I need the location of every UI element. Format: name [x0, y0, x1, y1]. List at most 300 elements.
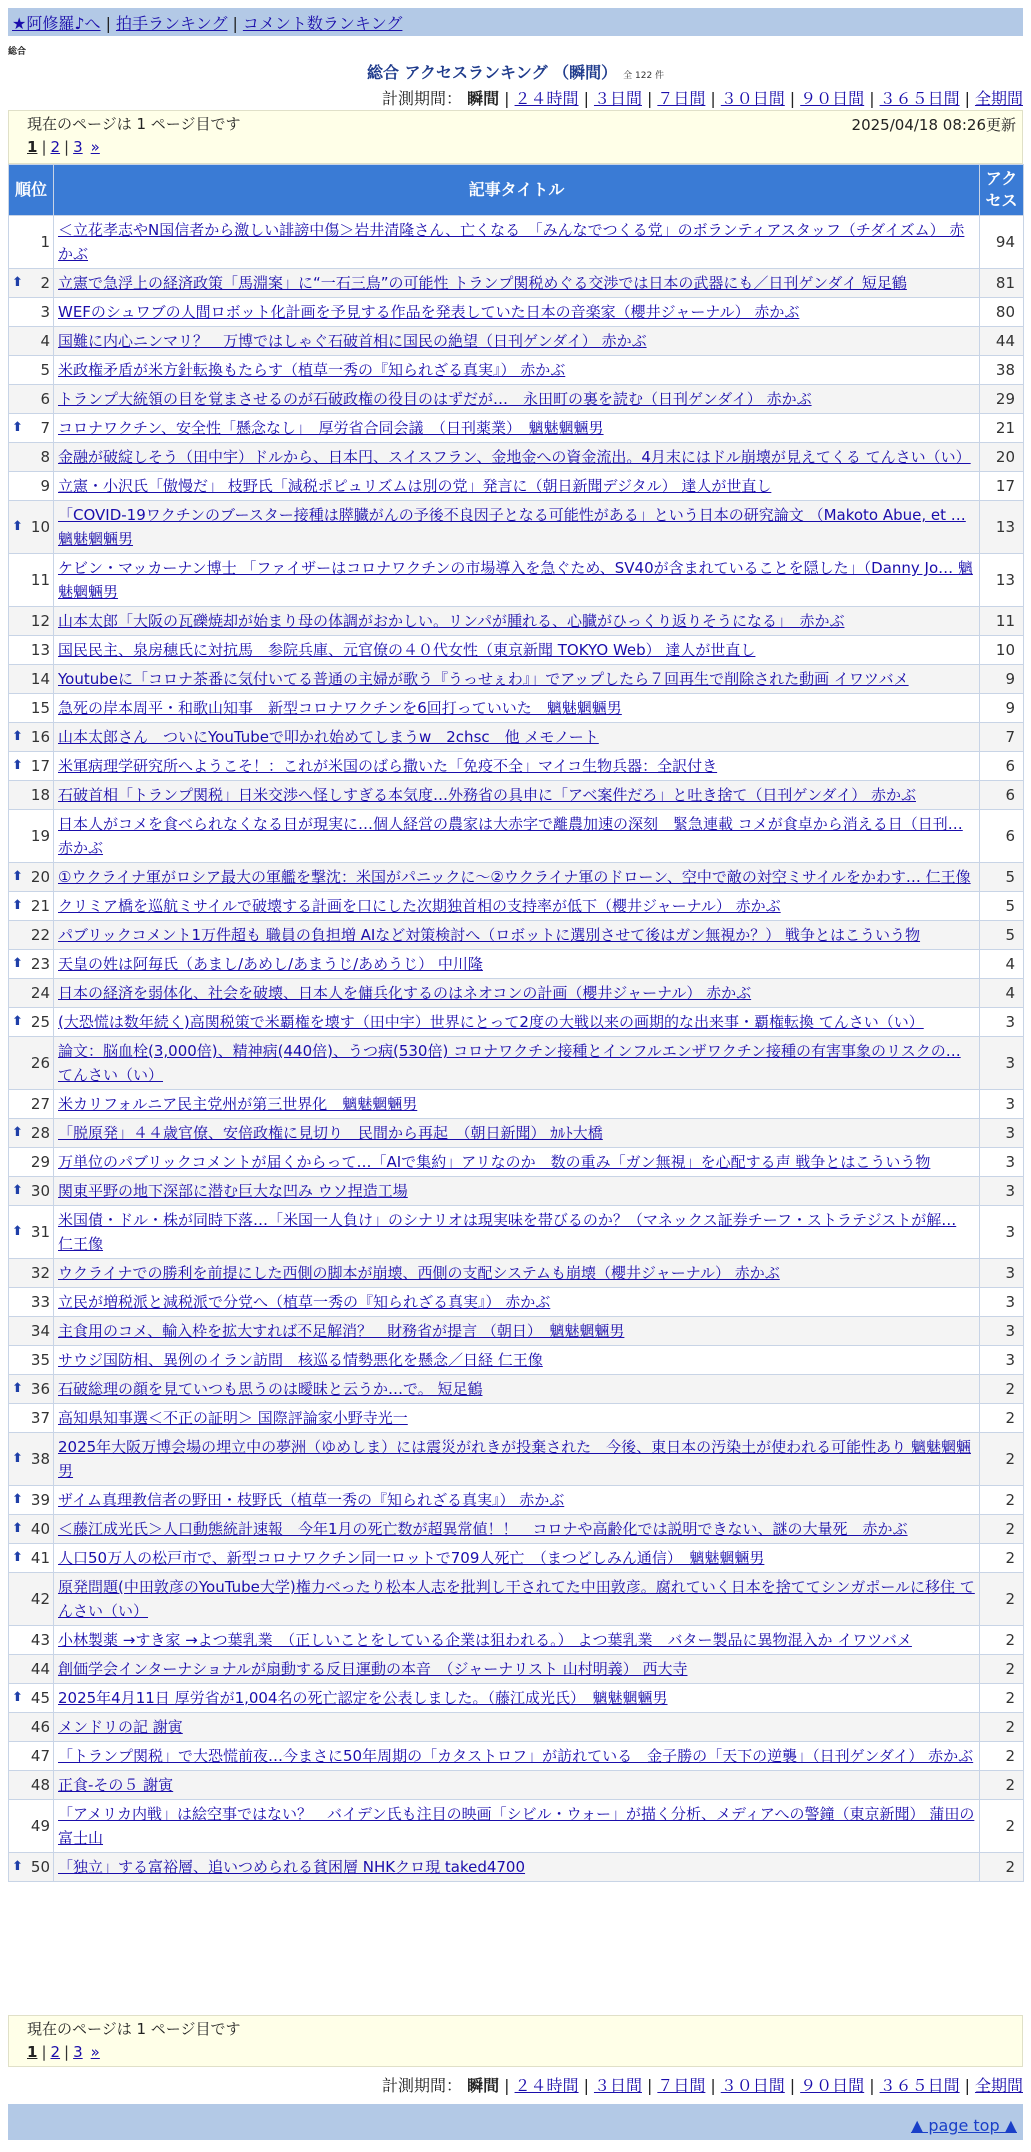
access-count: 3: [980, 1119, 1024, 1148]
period-label-bottom: 計測期間：: [382, 2076, 463, 2095]
table-row: [9, 216, 1024, 269]
paging-bottom: [8, 2015, 1023, 2067]
period-link-7d[interactable]: ７日間: [657, 89, 706, 108]
article-link[interactable]: 立憲で急浮上の経済政策「馬淵案」に“一石三鳥”の可能性 トランプ関税めぐる交渉では日本の武器にも／日刊ゲンダイ 短足鶴: [58, 274, 907, 292]
clap-ranking-link[interactable]: 拍手ランキング: [115, 14, 228, 33]
article-link[interactable]: 立民が増税派と減税派で分党へ（植草一秀の『知られざる真実』） 赤かぶ: [58, 1293, 551, 1311]
table-row: [9, 1433, 1024, 1486]
col-title-header: 記事タイトル: [54, 165, 980, 216]
title-cell: [54, 1037, 980, 1090]
article-link[interactable]: 天皇の姓は阿毎氏（あまし/あめし/あまうじ/あめうじ） 中川隆: [58, 955, 483, 973]
rank-up-arrow-icon: ⬆: [12, 1859, 23, 1874]
rank-number: 2: [40, 274, 50, 292]
rank-cell: [9, 414, 54, 443]
rank-up-arrow-icon: ⬆: [12, 729, 23, 744]
rank-number: 13: [30, 641, 50, 659]
rank-up-arrow-icon: ⬆: [12, 758, 23, 773]
rank-cell: [9, 1573, 54, 1626]
page-top-link[interactable]: ▲ page top ▲: [910, 2116, 1017, 2135]
rank-cell: [9, 1515, 54, 1544]
table-row: [9, 950, 1024, 979]
page-link-2-bottom[interactable]: 2: [50, 2043, 61, 2061]
rank-up-arrow-icon: ⬆: [12, 1224, 23, 1239]
title-cell: [54, 1800, 980, 1853]
period-link-365d-bottom[interactable]: ３６５日間: [879, 2076, 960, 2095]
access-count: 2: [980, 1375, 1024, 1404]
page-status: 現在のページは 1 ページ目です: [27, 115, 241, 133]
rank-cell: [9, 665, 54, 694]
rank-cell: [9, 1090, 54, 1119]
rank-cell: [9, 921, 54, 950]
title-cell: [54, 1206, 980, 1259]
rank-cell: [9, 554, 54, 607]
article-link[interactable]: 2025年大阪万博会場の埋立中の夢洲（ゆめしま）には震災がれきが投棄された 今後、東日本の汚染土が使われる可能性あり 魑魅魍魎男: [58, 1438, 971, 1480]
article-link[interactable]: 創価学会インターナショナルが扇動する反日運動の本音 （ジャーナリスト 山村明義） 西大寺: [58, 1660, 688, 1678]
comment-ranking-link[interactable]: コメント数ランキング: [242, 14, 403, 33]
rank-number: 8: [40, 448, 50, 466]
access-count: 4: [980, 979, 1024, 1008]
access-count: 7: [980, 723, 1024, 752]
article-link[interactable]: WEFのシュワブの人間ロボット化計画を予見する作品を発表していた日本の音楽家（櫻井ジャーナル） 赤かぶ: [58, 303, 800, 321]
rank-number: 43: [30, 1631, 50, 1649]
ranking-table: [8, 164, 1024, 1882]
article-link[interactable]: Youtubeに「コロナ茶番に気付いてる普通の主婦が歌う『うっせぇわ』」でアップしたら７回再生で削除された動画 イワツバメ: [58, 670, 909, 688]
table-row: [9, 1008, 1024, 1037]
table-row: [9, 665, 1024, 694]
table-row: [9, 1119, 1024, 1148]
access-count: 3: [980, 1090, 1024, 1119]
access-count: 2: [980, 1573, 1024, 1626]
article-link[interactable]: 米国債・ドル・株が同時下落…「米国一人負け」のシナリオは現実味を帯びるのか？（マネックス証券チーフ・ストラテジストが解… 仁王像: [58, 1211, 957, 1253]
period-link-24h-bottom[interactable]: ２４時間: [514, 2076, 579, 2095]
rank-cell: [9, 892, 54, 921]
rank-cell: [9, 1544, 54, 1573]
rank-cell: [9, 1259, 54, 1288]
table-row: [9, 298, 1024, 327]
table-row: [9, 1037, 1024, 1090]
pagination: 1 | 2 | 3 »: [27, 138, 100, 156]
title-cell: [54, 443, 980, 472]
period-link-7d-bottom[interactable]: ７日間: [657, 2076, 706, 2095]
access-count: 10: [980, 636, 1024, 665]
article-link[interactable]: 万単位のパブリックコメントが届くからって…「AIで集約」アリなのか 数の重み「ガン無視」を心配する声 戦争とはこういう物: [58, 1153, 931, 1171]
table-row: [9, 1515, 1024, 1544]
period-link-24h[interactable]: ２４時間: [514, 89, 579, 108]
rank-number: 14: [30, 670, 50, 688]
rank-up-arrow-icon: ⬆: [12, 869, 23, 884]
access-count: 2: [980, 1684, 1024, 1713]
period-link-30d-bottom[interactable]: ３０日間: [720, 2076, 785, 2095]
table-row: [9, 723, 1024, 752]
access-count: 6: [980, 781, 1024, 810]
rank-number: 33: [30, 1293, 50, 1311]
rank-number: 34: [30, 1322, 50, 1340]
title-cell: [54, 554, 980, 607]
title-cell: [54, 1515, 980, 1544]
title-cell: [54, 1008, 980, 1037]
page-current-bottom: 1: [27, 2043, 38, 2061]
article-link[interactable]: クリミア橋を巡航ミサイルで破壊する計画を口にした次期独首相の支持率が低下（櫻井ジャーナル） 赤かぶ: [58, 897, 781, 915]
table-row: [9, 1486, 1024, 1515]
access-count: 38: [980, 356, 1024, 385]
rank-number: 24: [30, 984, 50, 1002]
title-cell: [54, 414, 980, 443]
access-count: 11: [980, 607, 1024, 636]
rank-number: 17: [30, 757, 50, 775]
article-link[interactable]: 小林製薬 →すき家 →よつ葉乳業 （正しいことをしている企業は狙われる。） よつ葉乳業 バター製品に異物混入か イワツバメ: [58, 1631, 912, 1649]
rank-cell: [9, 269, 54, 298]
article-link[interactable]: 論文：脳血栓(3,000倍)、精神病(440倍)、うつ病(530倍) コロナワクチン接種とインフルエンザワクチン接種の有害事象のリスクの… てんさい（い）: [58, 1042, 961, 1084]
page-link-3-bottom[interactable]: 3: [73, 2043, 83, 2061]
access-count: 21: [980, 414, 1024, 443]
title-cell: [54, 1684, 980, 1713]
rank-cell: [9, 1346, 54, 1375]
rank-number: 44: [30, 1660, 50, 1678]
rank-cell: [9, 979, 54, 1008]
article-link[interactable]: 「脱原発」４４歳官僚、安倍政権に見切り 民間から再起 （朝日新聞） ｶﾙﾄ大橋: [58, 1124, 603, 1142]
rank-up-arrow-icon: ⬆: [12, 519, 23, 534]
rank-number: 21: [30, 897, 50, 915]
rank-cell: [9, 1626, 54, 1655]
title-cell: [54, 723, 980, 752]
table-row: [9, 863, 1024, 892]
article-link[interactable]: ＜藤江成光氏＞人口動態統計速報 今年1月の死亡数が超異常値！！ コロナや高齢化では説明できない、謎の大量死 赤かぶ: [58, 1520, 908, 1538]
table-row: [9, 607, 1024, 636]
table-row: [9, 501, 1024, 554]
rank-number: 10: [30, 518, 50, 536]
rank-number: 26: [30, 1054, 50, 1072]
title-cell: [54, 1259, 980, 1288]
rank-cell: [9, 1404, 54, 1433]
updated-time: 2025/04/18 08:26更新: [851, 116, 1016, 134]
article-link[interactable]: ①ウクライナ軍がロシア最大の軍艦を撃沈：米国がパニックに～②ウクライナ軍のドローン、空中で敵の対空ミサイルをかわす… 仁王像: [58, 868, 971, 886]
title-cell: [54, 1317, 980, 1346]
rank-up-arrow-icon: ⬆: [12, 956, 23, 971]
title-cell: [54, 1404, 980, 1433]
rank-cell: [9, 752, 54, 781]
article-link[interactable]: 原発問題(中田敦彦のYouTube大学)権力べったり松本人志を批判し干されてた中田敦彦。腐れていく日本を捨ててシンガポールに移住 てんさい（い）: [58, 1578, 975, 1620]
title-cell: [54, 892, 980, 921]
table-row: [9, 1684, 1024, 1713]
access-count: 5: [980, 921, 1024, 950]
title-cell: [54, 863, 980, 892]
access-count: 9: [980, 665, 1024, 694]
rank-up-arrow-icon: ⬆: [12, 1014, 23, 1029]
title-cell: [54, 1148, 980, 1177]
article-link[interactable]: メンドリの記 謝寅: [58, 1718, 183, 1736]
rank-number: 45: [30, 1689, 50, 1707]
article-link[interactable]: 石破首相「トランプ関税」日米交渉へ怪しすぎる本気度…外務省の具申に「アベ案件だろ」と吐き捨て（日刊ゲンダイ） 赤かぶ: [58, 786, 916, 804]
col-rank-header: 順位: [9, 165, 54, 216]
table-row: [9, 472, 1024, 501]
page-current: 1: [27, 138, 38, 156]
rank-up-arrow-icon: ⬆: [12, 1451, 23, 1466]
rank-number: 37: [30, 1409, 50, 1427]
paging-top: [8, 110, 1023, 164]
title-cell: [54, 1573, 980, 1626]
access-count: 9: [980, 694, 1024, 723]
period-link-30d[interactable]: ３０日間: [720, 89, 785, 108]
table-row: [9, 385, 1024, 414]
rank-cell: [9, 327, 54, 356]
rank-up-arrow-icon: ⬆: [12, 420, 23, 435]
access-count: 81: [980, 269, 1024, 298]
article-link[interactable]: 「アメリカ内戦」は絵空事ではない？ バイデン氏も注目の映画「シビル・ウォー」が描く分析、メディアへの警鐘（東京新聞） 蒲田の富士山: [58, 1805, 975, 1847]
table-row: [9, 1090, 1024, 1119]
rank-cell: [9, 1008, 54, 1037]
period-label: 計測期間：: [382, 89, 463, 108]
article-link[interactable]: トランプ大統領の目を覚まさせるのが石破政権の役目のはずだが… 永田町の裏を読む（日刊ゲンダイ） 赤かぶ: [58, 390, 812, 408]
pagination-bottom: 1 | 2 | 3 »: [27, 2043, 100, 2061]
period-selector-top: 計測期間： 瞬間 | ２４時間 | ３日間 | ７日間 | ３０日間 | ９０日間 | ３６５日間 | 全期間: [382, 89, 1023, 108]
page-status-bottom: 現在のページは 1 ページ目です: [27, 2020, 241, 2038]
section-label: 総合: [8, 47, 27, 57]
table-row: [9, 1655, 1024, 1684]
rank-number: 48: [30, 1776, 50, 1794]
article-link[interactable]: ケビン・マッカーナン博士 「ファイザーはコロナワクチンの市場導入を急ぐため、SV40が含まれていることを隠した」（Danny Jo… 魑魅魍魎男: [58, 559, 973, 601]
article-link[interactable]: ウクライナでの勝利を前提にした西側の脚本が崩壊、西側の支配システムも崩壊（櫻井ジャーナル） 赤かぶ: [58, 1264, 780, 1282]
article-link[interactable]: 2025年4月11日 厚労省が1,004名の死亡認定を公表しました。（藤江成光氏） 魑魅魍魎男: [58, 1689, 668, 1707]
table-row: [9, 1573, 1024, 1626]
period-link-90d-bottom[interactable]: ９０日間: [800, 2076, 865, 2095]
rank-cell: [9, 1375, 54, 1404]
table-row: [9, 269, 1024, 298]
rank-cell: [9, 1206, 54, 1259]
access-count: 3: [980, 1148, 1024, 1177]
table-row: [9, 1259, 1024, 1288]
access-count: 2: [980, 1771, 1024, 1800]
access-count: 94: [980, 216, 1024, 269]
access-count: 6: [980, 752, 1024, 781]
rank-up-arrow-icon: ⬆: [12, 1521, 23, 1536]
rank-up-arrow-icon: ⬆: [12, 1492, 23, 1507]
rank-up-arrow-icon: ⬆: [12, 898, 23, 913]
article-link[interactable]: 主食用のコメ、輸入枠を拡大すれば不足解消？ 財務省が提言 （朝日） 魑魅魍魎男: [58, 1322, 625, 1340]
title-cell: [54, 1119, 980, 1148]
page-link-3[interactable]: 3: [73, 138, 83, 156]
period-link-all[interactable]: 全期間: [974, 89, 1023, 108]
rank-up-arrow-icon: ⬆: [12, 275, 23, 290]
home-link[interactable]: ★阿修羅♪へ: [12, 14, 101, 33]
table-row: [9, 1288, 1024, 1317]
article-link[interactable]: 「COVID-19ワクチンのブースター接種は膵臓がんの予後不良因子となる可能性がある」という日本の研究論文 （Makoto Abue, et … 魑魅魍魎男: [58, 506, 966, 548]
rank-cell: [9, 1713, 54, 1742]
access-count: 13: [980, 501, 1024, 554]
title-cell: [54, 327, 980, 356]
rank-cell: [9, 472, 54, 501]
article-link[interactable]: 山本太郎「大阪の瓦礫焼却が始まり母の体調がおかしい。リンパが腫れる、心臓がひっくり返りそうになる」 赤かぶ: [58, 612, 845, 630]
access-count: 2: [980, 1713, 1024, 1742]
title-cell: [54, 781, 980, 810]
rank-cell: [9, 385, 54, 414]
rank-number: 12: [30, 612, 50, 630]
article-link[interactable]: 関東平野の地下深部に潜む巨大な凹み ウソ捏造工場: [58, 1182, 408, 1200]
title-cell: [54, 1375, 980, 1404]
access-count: 5: [980, 892, 1024, 921]
rank-cell: [9, 781, 54, 810]
period-link-365d[interactable]: ３６５日間: [879, 89, 960, 108]
page-link-2[interactable]: 2: [50, 138, 61, 156]
article-link[interactable]: 米カリフォルニア民主党州が第三世界化 魑魅魍魎男: [58, 1095, 418, 1113]
rank-number: 22: [30, 926, 50, 944]
table-row: [9, 1177, 1024, 1206]
title-cell: [54, 216, 980, 269]
rank-number: 41: [30, 1549, 50, 1567]
period-current: 瞬間: [467, 89, 500, 108]
article-link[interactable]: (大恐慌は数年続く)高関税策で米覇権を壊す（田中宇）世界にとって2度の大戦以来の画期的な出来事・覇権転換 てんさい（い）: [58, 1013, 924, 1031]
rank-up-arrow-icon: ⬆: [12, 1550, 23, 1565]
table-row: [9, 554, 1024, 607]
rank-up-arrow-icon: ⬆: [12, 1381, 23, 1396]
table-row: [9, 414, 1024, 443]
rank-cell: [9, 636, 54, 665]
rank-cell: [9, 1433, 54, 1486]
rank-cell: [9, 1119, 54, 1148]
table-row: [9, 1626, 1024, 1655]
rank-number: 32: [30, 1264, 50, 1282]
article-link[interactable]: 人口50万人の松戸市で、新型コロナワクチン同一ロットで709人死亡 （まつどしみん通信） 魑魅魍魎男: [58, 1549, 765, 1567]
rank-number: 23: [30, 955, 50, 973]
article-link[interactable]: 山本太郎さん ついにYouTubeで叩かれ始めてしまうw 2chsc 他 メモノート: [58, 728, 599, 746]
title-cell: [54, 607, 980, 636]
table-row: [9, 979, 1024, 1008]
access-count: 3: [980, 1288, 1024, 1317]
period-link-3d-bottom[interactable]: ３日間: [593, 2076, 642, 2095]
article-link[interactable]: 金融が破綻しそう（田中宇）ドルから、日本円、スイスフラン、金地金への資金流出。4月末にはドル崩壊が見えてくる てんさい（い）: [58, 448, 971, 466]
page-next-bottom[interactable]: »: [90, 2043, 100, 2061]
table-row: [9, 892, 1024, 921]
footer-bar: [8, 2104, 1023, 2140]
access-count: 3: [980, 1008, 1024, 1037]
article-link[interactable]: 米軍病理学研究所へようこそ！：これが米国のばら撒いた「免疫不全」マイコ生物兵器：全訳付き: [58, 757, 718, 775]
table-row: [9, 1375, 1024, 1404]
access-count: 2: [980, 1853, 1024, 1882]
top-nav-bar: [8, 8, 1023, 36]
title-cell: [54, 636, 980, 665]
article-link[interactable]: 正食-その５ 謝寅: [58, 1776, 174, 1794]
article-link[interactable]: コロナワクチン、安全性「懸念なし」 厚労省合同会議 （日刊薬業） 魑魅魍魎男: [58, 419, 604, 437]
article-link[interactable]: パブリックコメント1万件超も 職員の負担増 AIなど対策検討へ（ロボットに選別させて後はガン無視か？） 戦争とはこういう物: [58, 926, 921, 944]
access-count: 80: [980, 298, 1024, 327]
article-link[interactable]: 「独立」する富裕層、追いつめられる貧困層 NHKクロ現 taked4700: [58, 1858, 526, 1876]
rank-cell: [9, 1148, 54, 1177]
title-cell: [54, 1433, 980, 1486]
access-count: 44: [980, 327, 1024, 356]
rank-number: 47: [30, 1747, 50, 1765]
article-link[interactable]: 急死の岸本周平・和歌山知事 新型コロナワクチンを6回打っていいた 魑魅魍魎男: [58, 699, 622, 717]
rank-number: 31: [30, 1223, 50, 1241]
title-cell: [54, 1346, 980, 1375]
article-link[interactable]: 国民民主、泉房穂氏に対抗馬 参院兵庫、元官僚の４０代女性（東京新聞 TOKYO Web） 達人が世直し: [58, 641, 756, 659]
title-cell: [54, 1713, 980, 1742]
title-cell: [54, 921, 980, 950]
table-row: [9, 921, 1024, 950]
table-row: [9, 1713, 1024, 1742]
article-link[interactable]: 日本の経済を弱体化、社会を破壊、日本人を傭兵化するのはネオコンの計画（櫻井ジャーナル） 赤かぶ: [58, 984, 752, 1002]
access-count: 2: [980, 1404, 1024, 1433]
article-link[interactable]: ザイム真理教信者の野田・枝野氏（植草一秀の『知られざる真実』） 赤かぶ: [58, 1491, 565, 1509]
table-row: [9, 1404, 1024, 1433]
rank-cell: [9, 1742, 54, 1771]
rank-cell: [9, 356, 54, 385]
col-access-header: アクセス: [980, 165, 1024, 216]
title-cell: [54, 298, 980, 327]
article-link[interactable]: 高知県知事選＜不正の証明＞ 国際評論家小野寺光一: [58, 1409, 408, 1427]
article-link[interactable]: 立憲・小沢氏「傲慢だ」 枝野氏「減税ポピュリズムは別の党」発言に（朝日新聞デジタル） 達人が世直し: [58, 477, 772, 495]
table-row: [9, 443, 1024, 472]
table-row: [9, 1544, 1024, 1573]
rank-number: 50: [30, 1858, 50, 1876]
table-row: [9, 636, 1024, 665]
title-cell: [54, 1655, 980, 1684]
rank-cell: [9, 216, 54, 269]
article-link[interactable]: ＜立花孝志やN国信者から激しい誹謗中傷＞岩井清隆さん、亡くなる 「みんなでつくる党」のボランティアスタッフ（チダイズム） 赤かぶ: [58, 221, 965, 263]
rank-cell: [9, 723, 54, 752]
rank-number: 28: [30, 1124, 50, 1142]
rank-number: 42: [30, 1590, 50, 1608]
period-link-3d[interactable]: ３日間: [593, 89, 642, 108]
rank-cell: [9, 950, 54, 979]
access-count: 3: [980, 1259, 1024, 1288]
title-cell: [54, 1742, 980, 1771]
rank-cell: [9, 607, 54, 636]
title-cell: [54, 385, 980, 414]
rank-number: 19: [30, 827, 50, 845]
article-link[interactable]: サウジ国防相、異例のイラン訪問 核巡る情勢悪化を懸念／日経 仁王像: [58, 1351, 543, 1369]
title-cell: [54, 950, 980, 979]
rank-number: 1: [40, 233, 50, 251]
article-link[interactable]: 「トランプ関税」で大恐慌前夜…今まさに50年周期の「カタストロフ」が訪れている 金子勝の「天下の逆襲」（日刊ゲンダイ） 赤かぶ: [58, 1747, 974, 1765]
article-link[interactable]: 日本人がコメを食べられなくなる日が現実に…個人経営の農家は大赤字で離農加速の深刻 緊急連載 コメが食卓から消える日（日刊… 赤かぶ: [58, 815, 963, 857]
article-link[interactable]: 米政権矛盾が米方針転換もたらす（植草一秀の『知られざる真実』） 赤かぶ: [58, 361, 566, 379]
article-link[interactable]: 石破総理の顔を見ていつも思うのは曖昧と云うか…で。 短足鶴: [58, 1380, 483, 1398]
table-row: [9, 752, 1024, 781]
page-next[interactable]: »: [90, 138, 100, 156]
rank-number: 11: [30, 571, 50, 589]
title-cell: [54, 269, 980, 298]
title-cell: [54, 472, 980, 501]
period-current-bottom: 瞬間: [467, 2076, 500, 2095]
access-count: 29: [980, 385, 1024, 414]
access-count: 2: [980, 1626, 1024, 1655]
period-link-90d[interactable]: ９０日間: [800, 89, 865, 108]
rank-number: 18: [30, 786, 50, 804]
access-count: 17: [980, 472, 1024, 501]
title-cell: [54, 1090, 980, 1119]
rank-cell: [9, 1177, 54, 1206]
title-cell: [54, 1486, 980, 1515]
nav-separator: |: [232, 14, 238, 33]
rank-cell: [9, 1684, 54, 1713]
access-count: 3: [980, 1317, 1024, 1346]
period-link-all-bottom[interactable]: 全期間: [974, 2076, 1023, 2095]
rank-cell: [9, 1800, 54, 1853]
article-link[interactable]: 国難に内心ニンマリ？ 万博ではしゃぐ石破首相に国民の絶望（日刊ゲンダイ） 赤かぶ: [58, 332, 647, 350]
rank-number: 15: [30, 699, 50, 717]
title-cell: [54, 694, 980, 723]
title-cell: [54, 810, 980, 863]
title-cell: [54, 752, 980, 781]
rank-number: 16: [30, 728, 50, 746]
title-cell: [54, 1626, 980, 1655]
title-cell: [54, 1177, 980, 1206]
rank-number: 3: [40, 303, 50, 321]
access-count: 20: [980, 443, 1024, 472]
access-count: 2: [980, 1433, 1024, 1486]
rank-number: 6: [40, 390, 50, 408]
rank-cell: [9, 810, 54, 863]
table-row: [9, 781, 1024, 810]
